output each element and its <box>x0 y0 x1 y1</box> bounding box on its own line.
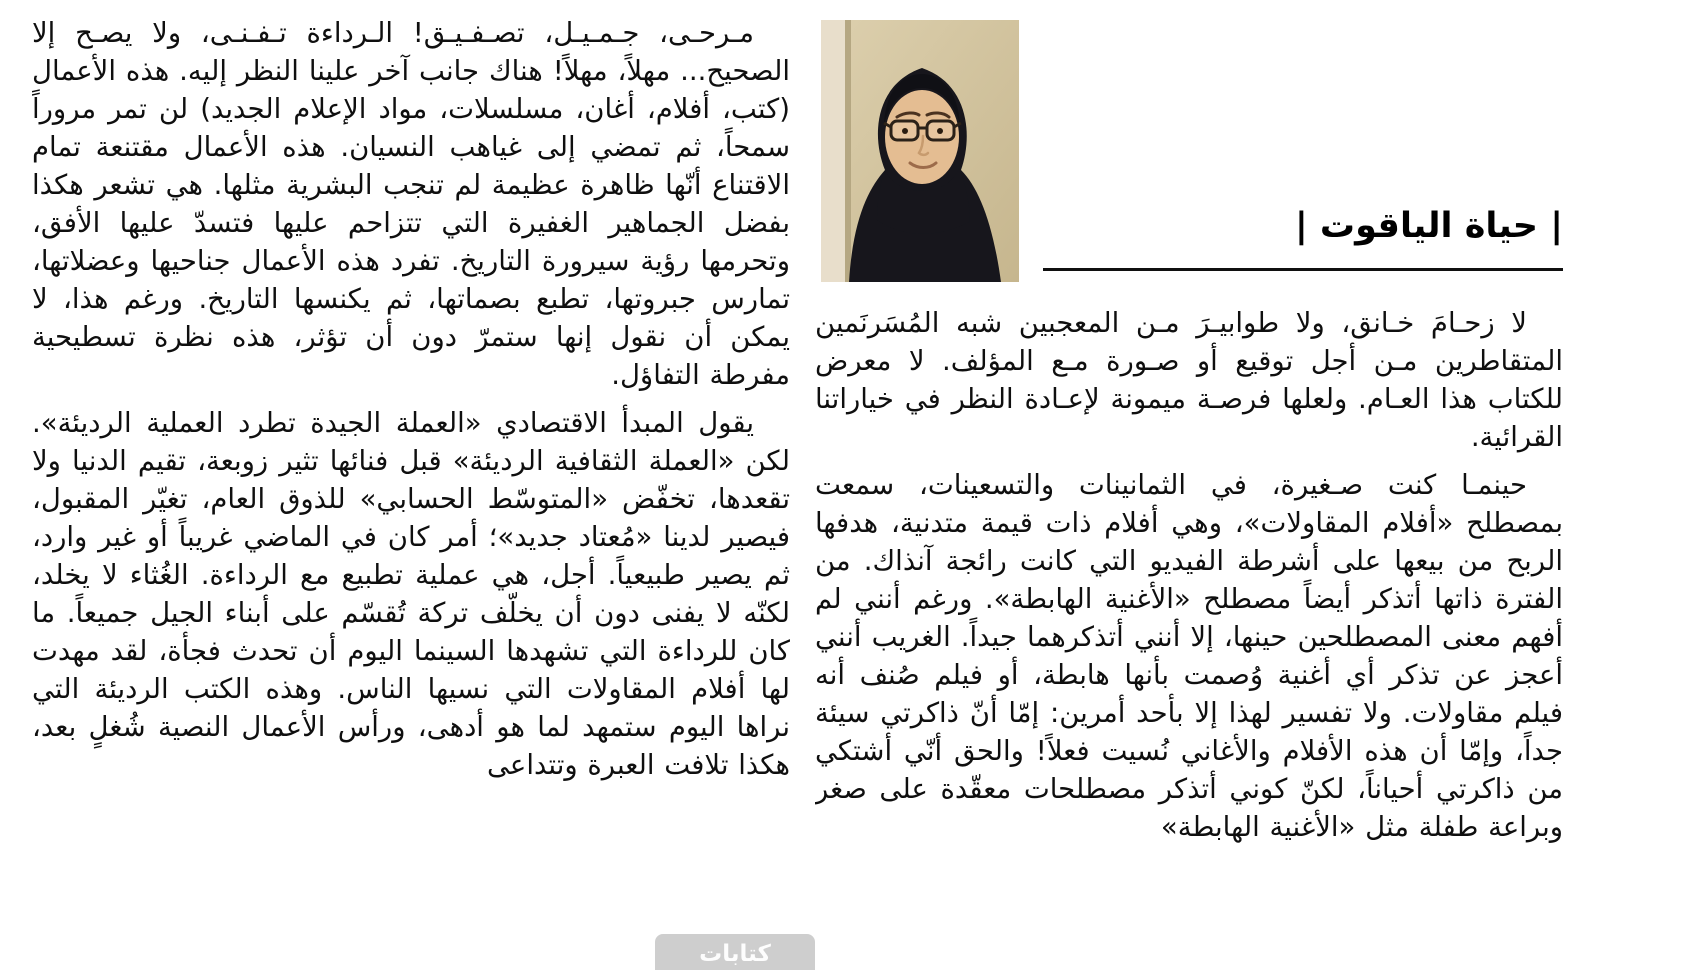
article-paragraph: لا زحـامَ خـانق، ولا طوابيـرَ مـن المعجبين شبه المُسَرنَمين المتقاطرين مـن أجل توقيع أو صـورة مـع المؤلف. لا معرض للكتاب هذا العـام. ولعلها فرصـة ميمونة لإعـادة النظر في خياراتنا القرائية. <box>815 307 1563 453</box>
author-photo <box>821 20 1019 282</box>
site-watermark: كتابات <box>655 934 815 970</box>
right-column <box>815 14 1563 970</box>
article-paragraph: حينمـا كنت صـغيرة، في الثمانينات والتسعينات، سمعت بمصطلح «أفلام المقاولات»، وهي أفلام ذات قيمة متدنية، هدفها الربح من بيعها على أشرطة الفيديو التي كانت رائجة آنذاك. من الفترة ذاتها أتذكر أيضاً مصطلح «الأغنية الهابطة». ورغم أنني لم أفهم معنى المصطلحين حينها، إلا أنني أتذكرهما جيداً. الغريب أنني أعجز عن تذكر أي أغنية وُصمت بأنها هابطة، أو فيلم صُنف أنه فيلم مقاولات. ولا تفسير لهذا إلا بأحد أمرين: إمّا أنّ ذاكرتي سيئة جداً، وإمّا أن هذه الأفلام والأغاني نُسيت فعلاً! والحق أنّي أشتكي من ذاكرتي أحياناً، لكنّ كوني أتذكر مصطلحات معقّدة على صغر وبراعة طفلة مثل «الأغنية الهابطة» <box>815 469 1563 843</box>
article-paragraph: مـرحـى، جـمـيـل، تصـفـيـق! الـرداءة تـفـنـى، ولا يصـح إلا الصحيح... مهلاً، مهلاً! هناك جانب آخر علينا النظر إليه. هذه الأعمال (كتب، أفلام، أغان، مسلسلات، مواد الإعلام الجديد) لن تمر مروراً سمحاً، ثم تمضي إلى غياهب النسيان. هذه الأعمال مقتنعة تمام الاقتناع أنّها ظاهرة عظيمة لم تنجب البشرية مثلها. هي تشعر هكذا بفضل الجماهير الغفيرة التي تتزاحم عليها فتسدّ عليها الأفق، وتحرمها رؤية سيرورة التاريخ. تفرد هذه الأعمال جناحيها وعضلاتها، تمارس جبروتها، تطبع بصماتها، ثم يكنسها التاريخ. ورغم هذا، لا يمكن أن نقول إنها ستمرّ دون أن تؤثر، هذه نظرة تسطيحية مفرطة التفاؤل. <box>32 17 790 391</box>
left-column <box>32 14 790 970</box>
right-column-text <box>815 304 1563 970</box>
author-portrait-illustration <box>821 20 1019 282</box>
article-paragraph: يقول المبدأ الاقتصادي «العملة الجيدة تطرد العملية الرديئة». لكن «العملة الثقافية الرديئة» قبل فنائها تثير زوبعة، تقيم الدنيا ولا تقعدها، تخفّض «المتوسّط الحسابي» للذوق العام، تغيّر المقبول، فيصير لدينا «مُعتاد جديد»؛ أمر كان في الماضي غريباً أو غير وارد، ثم يصير طبيعياً. أجل، هي عملية تطبيع مع الرداءة. الغُثاء لا يخلد، لكنّه لا يفنى دون أن يخلّف تركة تُقسّم على أبناء الجيل جميعاً. ما كان للرداءة التي تشهدها السينما اليوم أن تحدث فجأة، لقد مهدت لها أفلام المقاولات التي نسيها الناس. وهذه الكتب الرديئة التي نراها اليوم ستمهد لما هو أدهى، ورأس الأعمال النصية شُغلٍ بعد، هكذا تلافت العبرة وتتداعى <box>32 407 790 781</box>
byline-divider <box>1043 268 1563 271</box>
author-byline: | حياة الياقوت | <box>1294 206 1563 246</box>
